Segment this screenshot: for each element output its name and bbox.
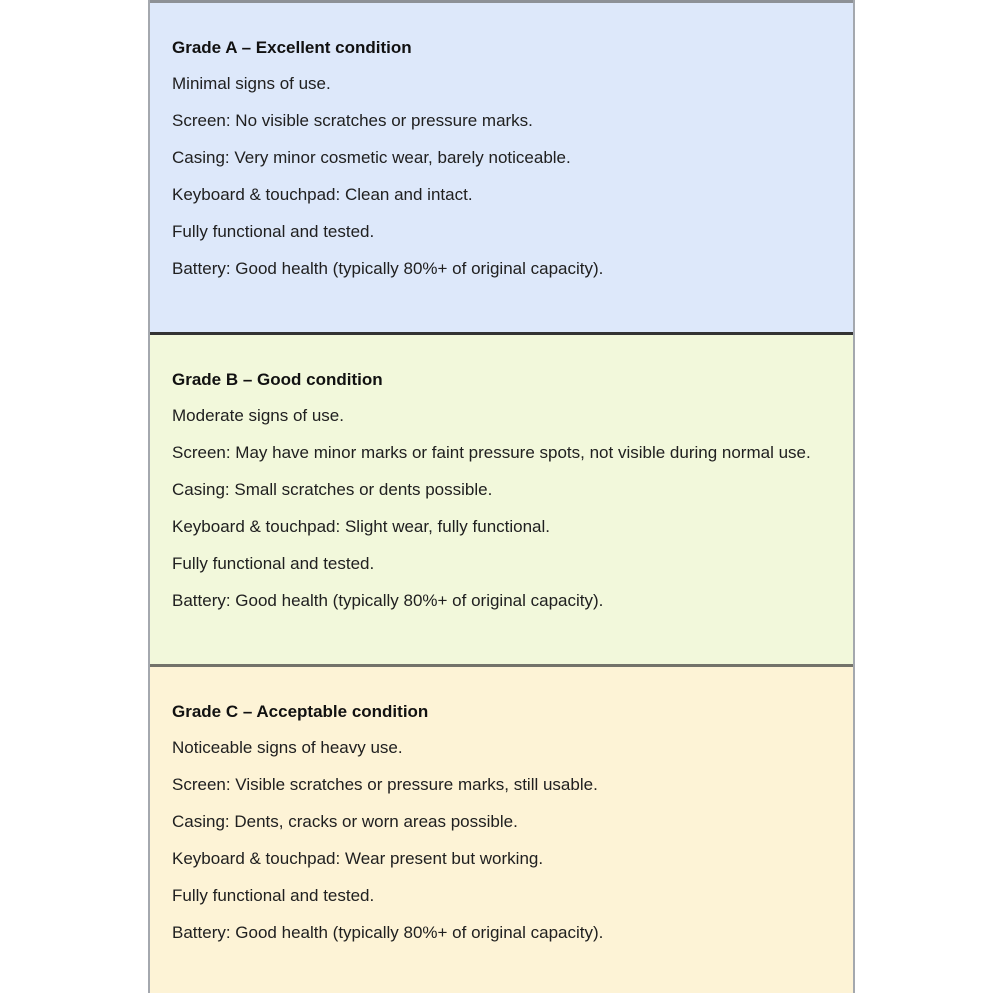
grade-c-item-functional: Fully functional and tested.	[172, 886, 375, 905]
grade-c-item-casing: Casing: Dents, cracks or worn areas possible.	[172, 812, 518, 831]
grade-a-item-battery: Battery: Good health (typically 80%+ of original capacity).	[172, 259, 604, 278]
grade-c-item-screen: Screen: Visible scratches or pressure marks, still usable.	[172, 775, 598, 794]
grade-c-title: Grade C – Acceptable condition	[172, 702, 429, 721]
condition-grades-sheet	[148, 0, 855, 993]
grade-c-section	[150, 667, 853, 993]
grade-a-item-screen: Screen: No visible scratches or pressure marks.	[172, 111, 533, 130]
grade-a-title: Grade A – Excellent condition	[172, 38, 412, 57]
grade-a-item-keyboard: Keyboard & touchpad: Clean and intact.	[172, 185, 473, 204]
grade-a-item-casing: Casing: Very minor cosmetic wear, barely noticeable.	[172, 148, 571, 167]
grade-c-item-battery: Battery: Good health (typically 80%+ of original capacity).	[172, 923, 604, 942]
grade-a-item-functional: Fully functional and tested.	[172, 222, 375, 241]
grade-b-item-battery: Battery: Good health (typically 80%+ of original capacity).	[172, 591, 604, 610]
grade-b-item-keyboard: Keyboard & touchpad: Slight wear, fully functional.	[172, 517, 551, 536]
grade-c-item-keyboard: Keyboard & touchpad: Wear present but working.	[172, 849, 544, 868]
grade-b-item-screen: Screen: May have minor marks or faint pressure spots, not visible during normal use.	[172, 443, 811, 462]
grade-b-item-overall: Moderate signs of use.	[172, 406, 344, 425]
grade-c-item-overall: Noticeable signs of heavy use.	[172, 738, 403, 757]
grade-b-title: Grade B – Good condition	[172, 370, 383, 389]
grade-a-section	[150, 0, 853, 335]
grade-b-item-functional: Fully functional and tested.	[172, 554, 375, 573]
grade-b-item-casing: Casing: Small scratches or dents possible.	[172, 480, 493, 499]
grade-a-item-overall: Minimal signs of use.	[172, 74, 331, 93]
grade-b-section	[150, 335, 853, 667]
